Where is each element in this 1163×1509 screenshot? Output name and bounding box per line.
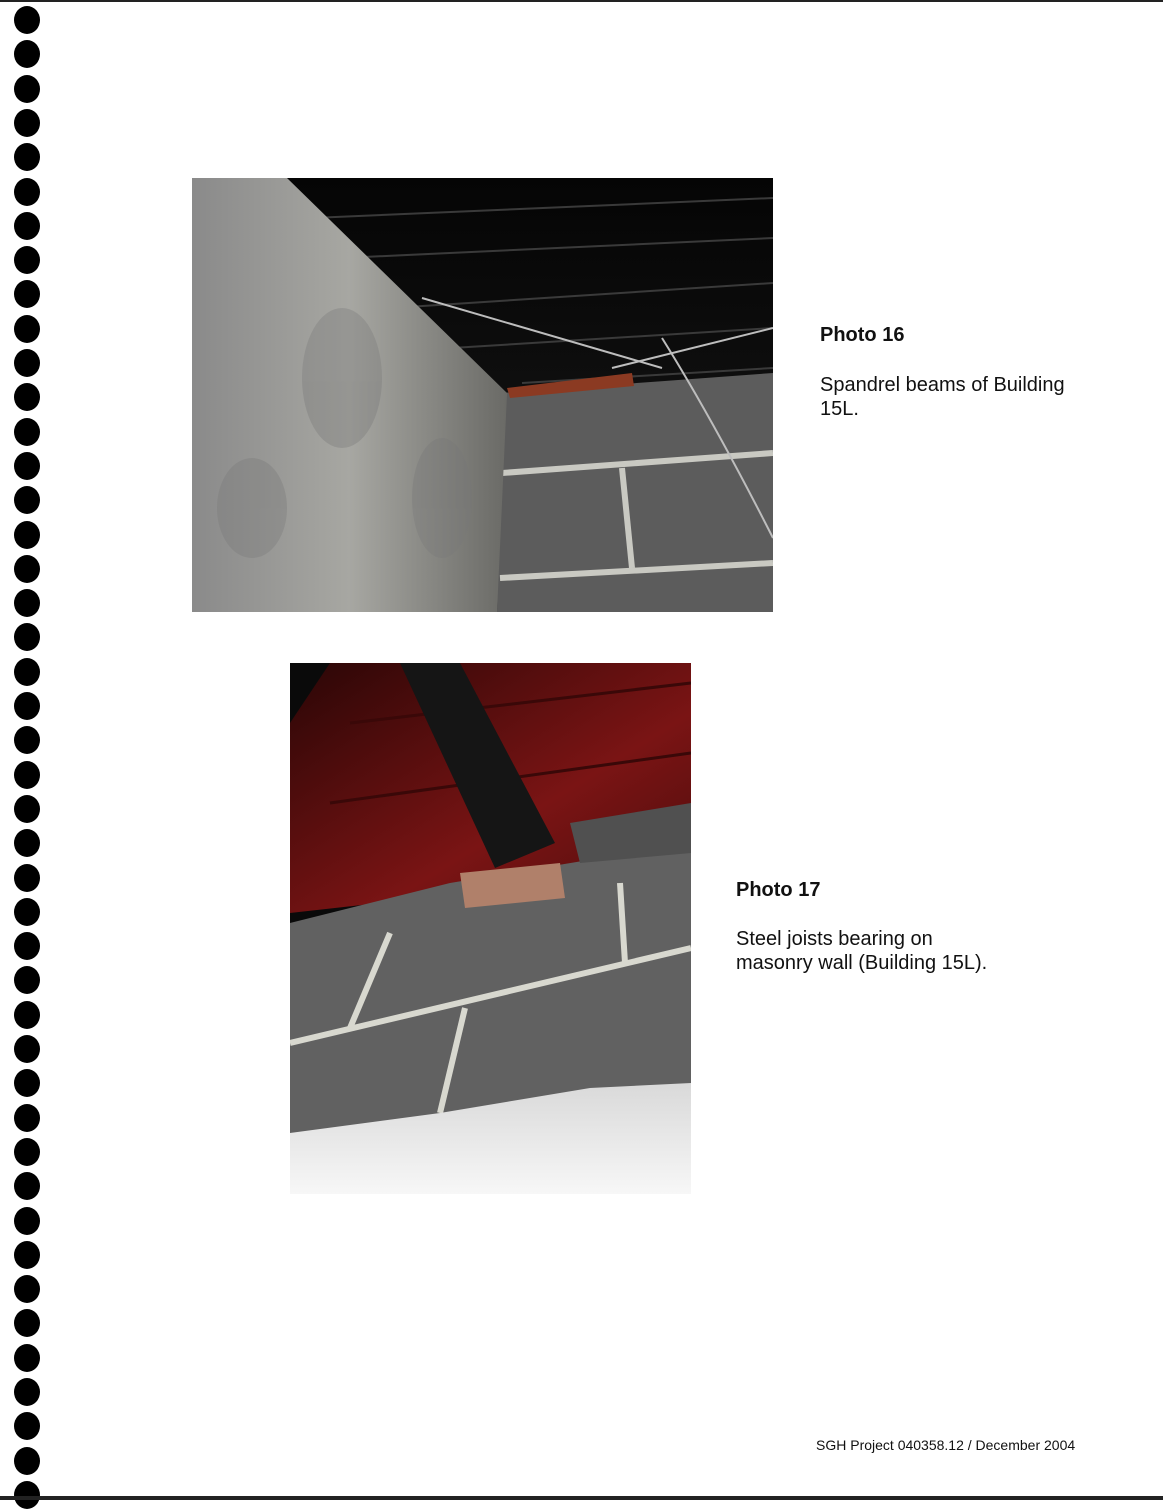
binding-hole (14, 40, 40, 68)
binding-hole (14, 932, 40, 960)
binding-hole (14, 1275, 40, 1303)
binding-hole (14, 452, 40, 480)
binding-hole (14, 315, 40, 343)
photo-17-title: Photo 17 (736, 879, 821, 901)
photo-17-caption (736, 927, 987, 975)
binding-hole (14, 349, 40, 377)
top-border (0, 0, 1163, 2)
binding-hole (14, 486, 40, 514)
binding-hole (14, 1241, 40, 1269)
binding-hole (14, 143, 40, 171)
binding-hole (14, 1172, 40, 1200)
binding-hole (14, 212, 40, 240)
binding-hole (14, 829, 40, 857)
photo-16-image (192, 178, 773, 612)
binding-hole (14, 1035, 40, 1063)
photo-16-caption-line-2: 15L. (820, 398, 859, 420)
binding-hole (14, 1378, 40, 1406)
binding-hole (14, 761, 40, 789)
binding-hole (14, 726, 40, 754)
photo-16-caption-line-1: Spandrel beams of Building (820, 374, 1065, 396)
binding-hole (14, 1001, 40, 1029)
binding-hole (14, 692, 40, 720)
binding-hole (14, 589, 40, 617)
binding-hole (14, 795, 40, 823)
photo-17-caption-line-1: Steel joists bearing on (736, 928, 933, 950)
binding-hole (14, 1138, 40, 1166)
binding-hole (14, 1481, 40, 1509)
page-footer: SGH Project 040358.12 / December 2004 (816, 1437, 1076, 1453)
binding-hole (14, 75, 40, 103)
binding-hole (14, 1344, 40, 1372)
binding-hole (14, 6, 40, 34)
binding-hole (14, 623, 40, 651)
binding-hole (14, 109, 40, 137)
spiral-binding-holes (14, 4, 44, 1496)
binding-hole (14, 1207, 40, 1235)
photo-16-caption (820, 373, 1065, 421)
binding-hole (14, 555, 40, 583)
photo-17-image (290, 663, 691, 1194)
binding-hole (14, 864, 40, 892)
binding-hole (14, 280, 40, 308)
binding-hole (14, 178, 40, 206)
binding-hole (14, 1104, 40, 1132)
bottom-border (0, 1496, 1163, 1500)
binding-hole (14, 966, 40, 994)
binding-hole (14, 246, 40, 274)
binding-hole (14, 418, 40, 446)
binding-hole (14, 1309, 40, 1337)
binding-hole (14, 658, 40, 686)
binding-hole (14, 1447, 40, 1475)
binding-hole (14, 1069, 40, 1097)
photo-16-title: Photo 16 (820, 324, 905, 346)
binding-hole (14, 1412, 40, 1440)
photo-17-caption-line-2: masonry wall (Building 15L). (736, 952, 988, 974)
binding-hole (14, 521, 40, 549)
binding-hole (14, 898, 40, 926)
binding-hole (14, 383, 40, 411)
